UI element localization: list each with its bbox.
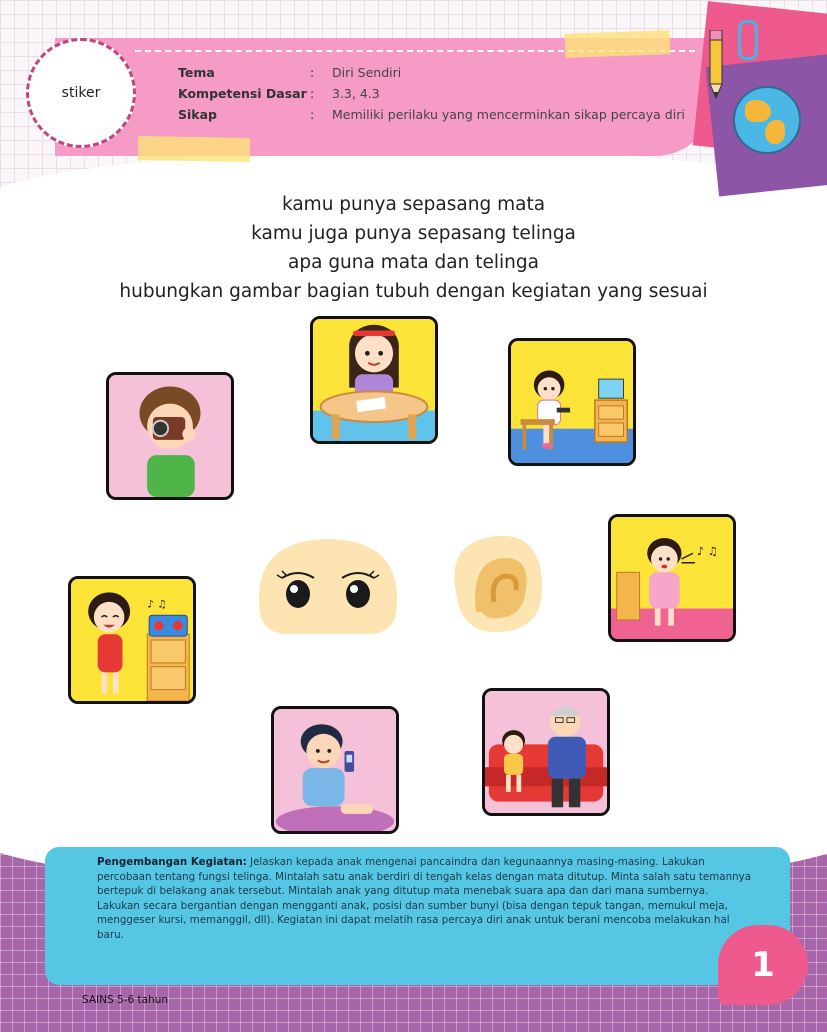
instruction-line: hubungkan gambar bagian tubuh dengan kegiatan yang sesuai — [119, 281, 708, 302]
girl-radio-illustration — [71, 579, 193, 701]
info-label: Kompetensi Dasar — [178, 86, 307, 101]
girl-singing-illustration — [611, 517, 733, 639]
eyes-face-icon — [252, 534, 404, 636]
card-boy-phone[interactable] — [271, 706, 399, 834]
card-boy-camera[interactable] — [106, 372, 234, 500]
card-girl-drawing[interactable] — [310, 316, 438, 444]
card-girl-radio[interactable] — [68, 576, 196, 704]
info-label: Sikap — [178, 107, 217, 122]
info-value: 3.3, 4.3 — [332, 86, 380, 101]
activity-heading: Pengembangan Kegiatan: — [97, 856, 247, 868]
header-info-table — [178, 62, 685, 125]
info-row-sikap — [178, 104, 685, 125]
card-girl-remote[interactable] — [508, 338, 636, 466]
info-colon: : — [310, 65, 315, 80]
paperclip-icon — [738, 20, 758, 60]
info-row-tema — [178, 62, 685, 83]
svg-text:♪ ♫: ♪ ♫ — [147, 598, 167, 611]
instruction-line: kamu punya sepasang mata — [281, 194, 546, 215]
info-colon: : — [310, 86, 315, 101]
card-grandpa-child[interactable] — [482, 688, 610, 816]
info-value: Diri Sendiri — [332, 65, 402, 80]
instruction-line: kamu juga punya sepasang telinga — [251, 223, 576, 244]
girl-remote-illustration — [511, 341, 633, 463]
sticker-circle — [26, 38, 136, 148]
info-row-kompetensi — [178, 83, 685, 104]
instruction-line: apa guna mata dan telinga — [288, 252, 539, 273]
instructions — [0, 190, 827, 306]
footer-book-label: SAINS 5-6 tahun — [82, 994, 168, 1006]
girl-drawing-illustration — [313, 319, 435, 441]
page-number: 1 — [751, 945, 775, 985]
activity-info-box — [45, 847, 790, 985]
globe-icon — [733, 86, 801, 154]
boy-camera-illustration — [109, 375, 231, 497]
info-colon: : — [310, 107, 315, 122]
info-label: Tema — [178, 65, 215, 80]
card-girl-singing[interactable] — [608, 514, 736, 642]
ear-icon — [446, 532, 546, 636]
boy-phone-illustration — [274, 709, 396, 831]
grandpa-child-illustration — [485, 691, 607, 813]
tape-decoration — [138, 136, 250, 162]
activity-text: Jelaskan kepada anak mengenai pancaindra dan kegunaannya masing-masing. Lakukan percobaan tentang fungsi telinga. Mintalah satu anak berdiri di tengah kelas dengan mata ditutup. Minta salah satu temannya bertepuk di belakang anak tersebut. Mintalah anak yang ditutup mata menebak suara apa dan dari mana sumbernya. Lakukan secara bergantian dengan mengganti anak, posisi dan sumber bunyi (bisa dengan tepuk tangan, memukul meja, menggeser kursi, memanggil, dll). Kegiatan ini dapat melatih rasa percaya diri anak untuk berani mencoba melakukan hal baru. — [97, 856, 752, 941]
info-value: Memiliki perilaku yang mencerminkan sikap percaya diri — [332, 107, 685, 122]
svg-text:♪ ♫: ♪ ♫ — [696, 544, 718, 559]
pencil-icon — [708, 30, 724, 100]
tape-decoration — [565, 30, 671, 58]
sticker-label: stiker — [61, 85, 101, 101]
